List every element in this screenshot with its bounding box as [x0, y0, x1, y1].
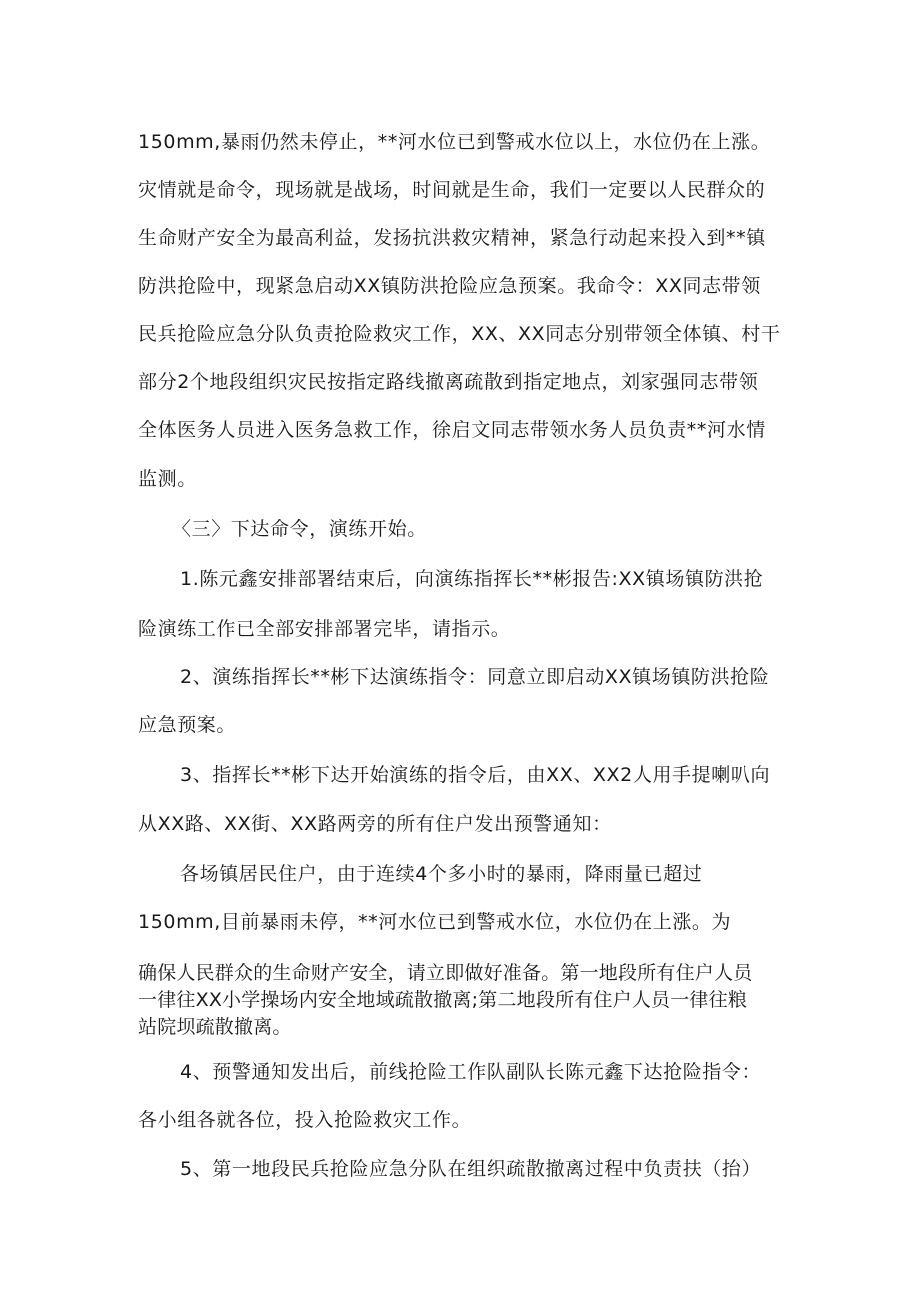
text-line: 4、预警通知发出后，前线抢险工作队副队长陈元鑫下达抢险指令：	[180, 1061, 762, 1083]
text-line: 生命财产安全为最高利益，发扬抗洪救灾精神，紧急行动起来投入到**镇	[138, 227, 766, 249]
text-line: 150mm,目前暴雨未停，**河水位已到警戒水位，水位仍在上涨。为	[138, 911, 732, 933]
text-line: 民兵抢险应急分队负责抢险救灾工作，XX、XX同志分别带领全体镇、村干	[138, 323, 781, 345]
text-line: 防洪抢险中，现紧急启动XX镇防洪抢险应急预案。我命令：XX同志带领	[138, 275, 761, 297]
text-line: 确保人民群众的生命财产安全，请立即做好准备。第一地段所有住户人员	[138, 962, 753, 984]
text-line: 部分2个地段组织灾民按指定路线撤离疏散到指定地点，刘家强同志带领	[138, 371, 759, 393]
text-line: 5、第一地段民兵抢险应急分队在组织疏散撤离过程中负责扶（抬）	[180, 1158, 762, 1180]
text-line: 站院坝疏散撤离。	[138, 1016, 292, 1038]
text-line: 从XX路、XX街、XX路两旁的所有住户发出预警通知：	[138, 813, 612, 835]
text-line: 全体医务人员进入医务急救工作，徐启文同志带领水务人员负责**河水情	[138, 419, 766, 441]
text-line: 150mm,暴雨仍然未停止，**河水位已到警戒水位以上，水位仍在上涨。	[138, 131, 771, 153]
text-line: 各小组各就各位，投入抢险救灾工作。	[138, 1109, 472, 1131]
text-line: 3、指挥长**彬下达开始演练的指令后，由XX、XX2人用手提喇叭向	[180, 764, 771, 786]
section-heading: 〈三〉下达命令，演练开始。	[172, 518, 427, 540]
text-line: 应急预案。	[138, 714, 237, 736]
text-line: 险演练工作已全部安排部署完毕，请指示。	[138, 618, 511, 640]
text-line: 灾情就是命令，现场就是战场，时间就是生命，我们一定要以人民群众的	[138, 179, 766, 201]
text-line: 1.陈元鑫安排部署结束后，向演练指挥长**彬报告:XX镇场镇防洪抢	[180, 568, 764, 590]
text-line: 各场镇居民住户，由于连续4个多小时的暴雨，降雨量已超过	[180, 863, 703, 885]
text-line: 一律往XX小学操场内安全地域疏散撤离;第二地段所有住户人员一律往粮	[138, 989, 748, 1011]
text-line: 2、演练指挥长**彬下达演练指令：同意立即启动XX镇场镇防洪抢险	[180, 666, 770, 688]
text-line: 监测。	[138, 468, 197, 490]
